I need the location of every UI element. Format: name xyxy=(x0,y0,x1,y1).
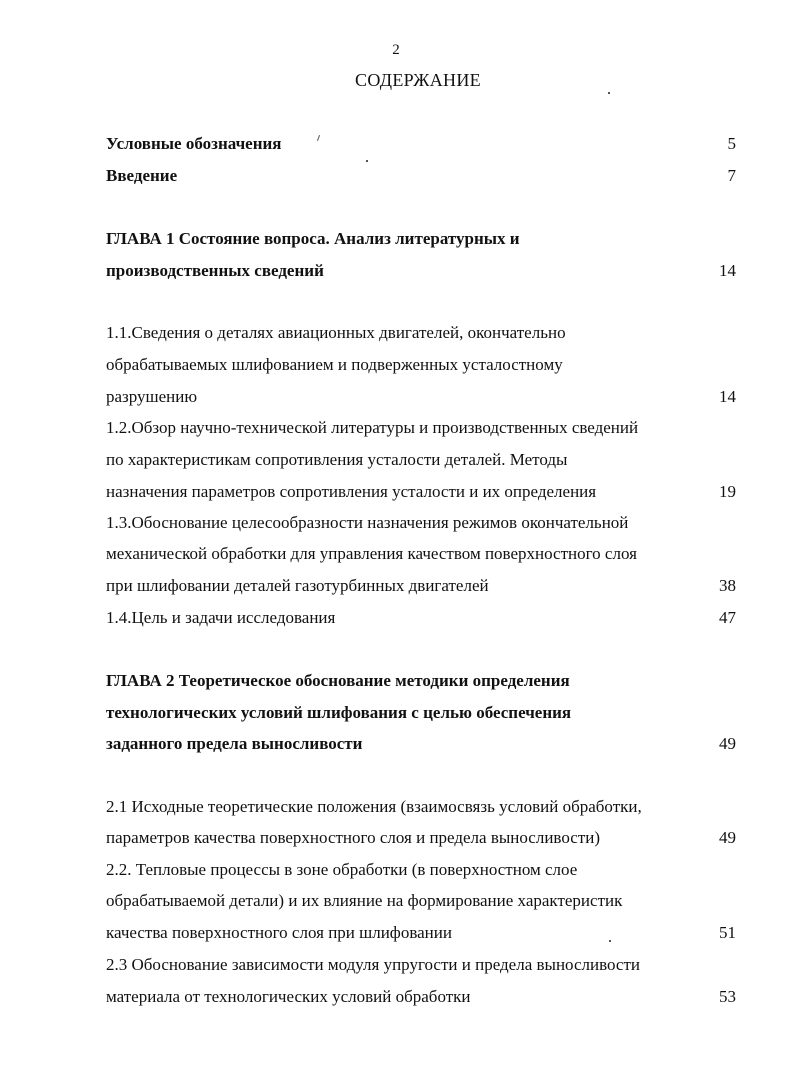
toc-section-1-4[interactable] xyxy=(106,604,736,632)
toc-section-2-3-line-2[interactable] xyxy=(106,983,736,1011)
toc-entry-title: качества поверхностного слоя при шлифовании xyxy=(106,923,452,942)
toc-section-2-2-line-1[interactable] xyxy=(106,856,736,884)
toc-chapter-2-line-1[interactable] xyxy=(106,667,736,695)
toc-entry-title: Введение xyxy=(106,166,178,185)
toc-chapter-1-line-2[interactable] xyxy=(106,257,736,285)
toc-entry-title: производственных сведений xyxy=(106,261,324,280)
toc-chapter-2-line-2[interactable] xyxy=(106,699,736,727)
toc-section-2-2-line-2[interactable] xyxy=(106,887,736,915)
toc-entry-title: механической обработки для управления качеством поверхностного слоя xyxy=(106,544,637,563)
toc-section-1-1-line-3[interactable] xyxy=(106,383,736,411)
toc-chapter-2-line-3[interactable] xyxy=(106,730,736,758)
toc-section-2-1-line-1[interactable] xyxy=(106,793,736,821)
toc-page-number: 38 xyxy=(719,576,736,595)
page-number: 2 xyxy=(392,42,400,58)
toc-entry-title: 2.3 Обоснование зависимости модуля упругости и предела выносливости xyxy=(106,955,640,974)
toc-page-number: 47 xyxy=(719,608,736,627)
toc-entry-title: при шлифовании деталей газотурбинных двигателей xyxy=(106,576,489,595)
toc-section-2-1-line-2[interactable] xyxy=(106,824,736,852)
toc-entry-title: Условные обозначения xyxy=(106,134,282,153)
toc-section-1-1-line-2[interactable] xyxy=(106,351,736,379)
toc-entry-symbols[interactable] xyxy=(106,130,736,158)
toc-section-1-2-line-1[interactable] xyxy=(106,414,736,442)
toc-chapter-1-line-1[interactable] xyxy=(106,225,736,253)
toc-entry-title: 1.3.Обоснование целесообразности назначения режимов окончательной xyxy=(106,513,629,532)
toc-section-2-2-line-3[interactable] xyxy=(106,919,736,947)
toc-entry-title: разрушению xyxy=(106,387,198,406)
toc-page-number: 49 xyxy=(719,734,736,753)
scan-speck xyxy=(608,92,610,94)
toc-entry-title: 1.4.Цель и задачи исследования xyxy=(106,608,336,627)
toc-entry-title: 1.1.Сведения о деталях авиационных двигателей, окончательно xyxy=(106,323,566,342)
toc-page-number: 5 xyxy=(727,134,736,153)
toc-entry-title: обрабатываемых шлифованием и подверженных усталостному xyxy=(106,355,563,374)
page-title: СОДЕРЖАНИЕ xyxy=(355,70,481,90)
toc-page-number: 14 xyxy=(719,261,736,280)
toc-section-1-1-line-1[interactable] xyxy=(106,319,736,347)
toc-entry-title: 2.2. Тепловые процессы в зоне обработки (в поверхностном слое xyxy=(106,860,578,879)
toc-entry-title: назначения параметров сопротивления усталости и их определения xyxy=(106,482,597,501)
toc-section-1-3-line-3[interactable] xyxy=(106,572,736,600)
toc-entry-title: 1.2.Обзор научно-технической литературы и производственных сведений xyxy=(106,418,639,437)
toc-section-1-2-line-2[interactable] xyxy=(106,446,736,474)
toc-entry-title: параметров качества поверхностного слоя и предела выносливости) xyxy=(106,828,601,847)
toc-entry-title: по характеристикам сопротивления усталости деталей. Методы xyxy=(106,450,568,469)
toc-entry-introduction[interactable] xyxy=(106,162,736,190)
toc-section-2-3-line-1[interactable] xyxy=(106,951,736,979)
toc-entry-title: технологических условий шлифования с целью обеспечения xyxy=(106,703,572,722)
toc-page-number: 7 xyxy=(727,166,736,185)
toc-entry-title: материала от технологических условий обработки xyxy=(106,987,471,1006)
toc-entry-title: 2.1 Исходные теоретические положения (взаимосвязь условий обработки, xyxy=(106,797,642,816)
toc-page-number: 53 xyxy=(719,987,736,1006)
toc-section-1-3-line-1[interactable] xyxy=(106,509,736,537)
toc-page-number: 49 xyxy=(719,828,736,847)
toc-section-1-2-line-3[interactable] xyxy=(106,478,736,506)
toc-page-number: 14 xyxy=(719,387,736,406)
toc-entry-title: ГЛАВА 1 Состояние вопроса. Анализ литературных и xyxy=(106,229,520,248)
toc-page-number: 51 xyxy=(719,923,736,942)
toc-entry-title: заданного предела выносливости xyxy=(106,734,363,753)
toc-page-number: 19 xyxy=(719,482,736,501)
toc-entry-title: обрабатываемой детали) и их влияние на формирование характеристик xyxy=(106,891,623,910)
toc-entry-title: ГЛАВА 2 Теоретическое обоснование методики определения xyxy=(106,671,570,690)
toc-section-1-3-line-2[interactable] xyxy=(106,540,736,568)
